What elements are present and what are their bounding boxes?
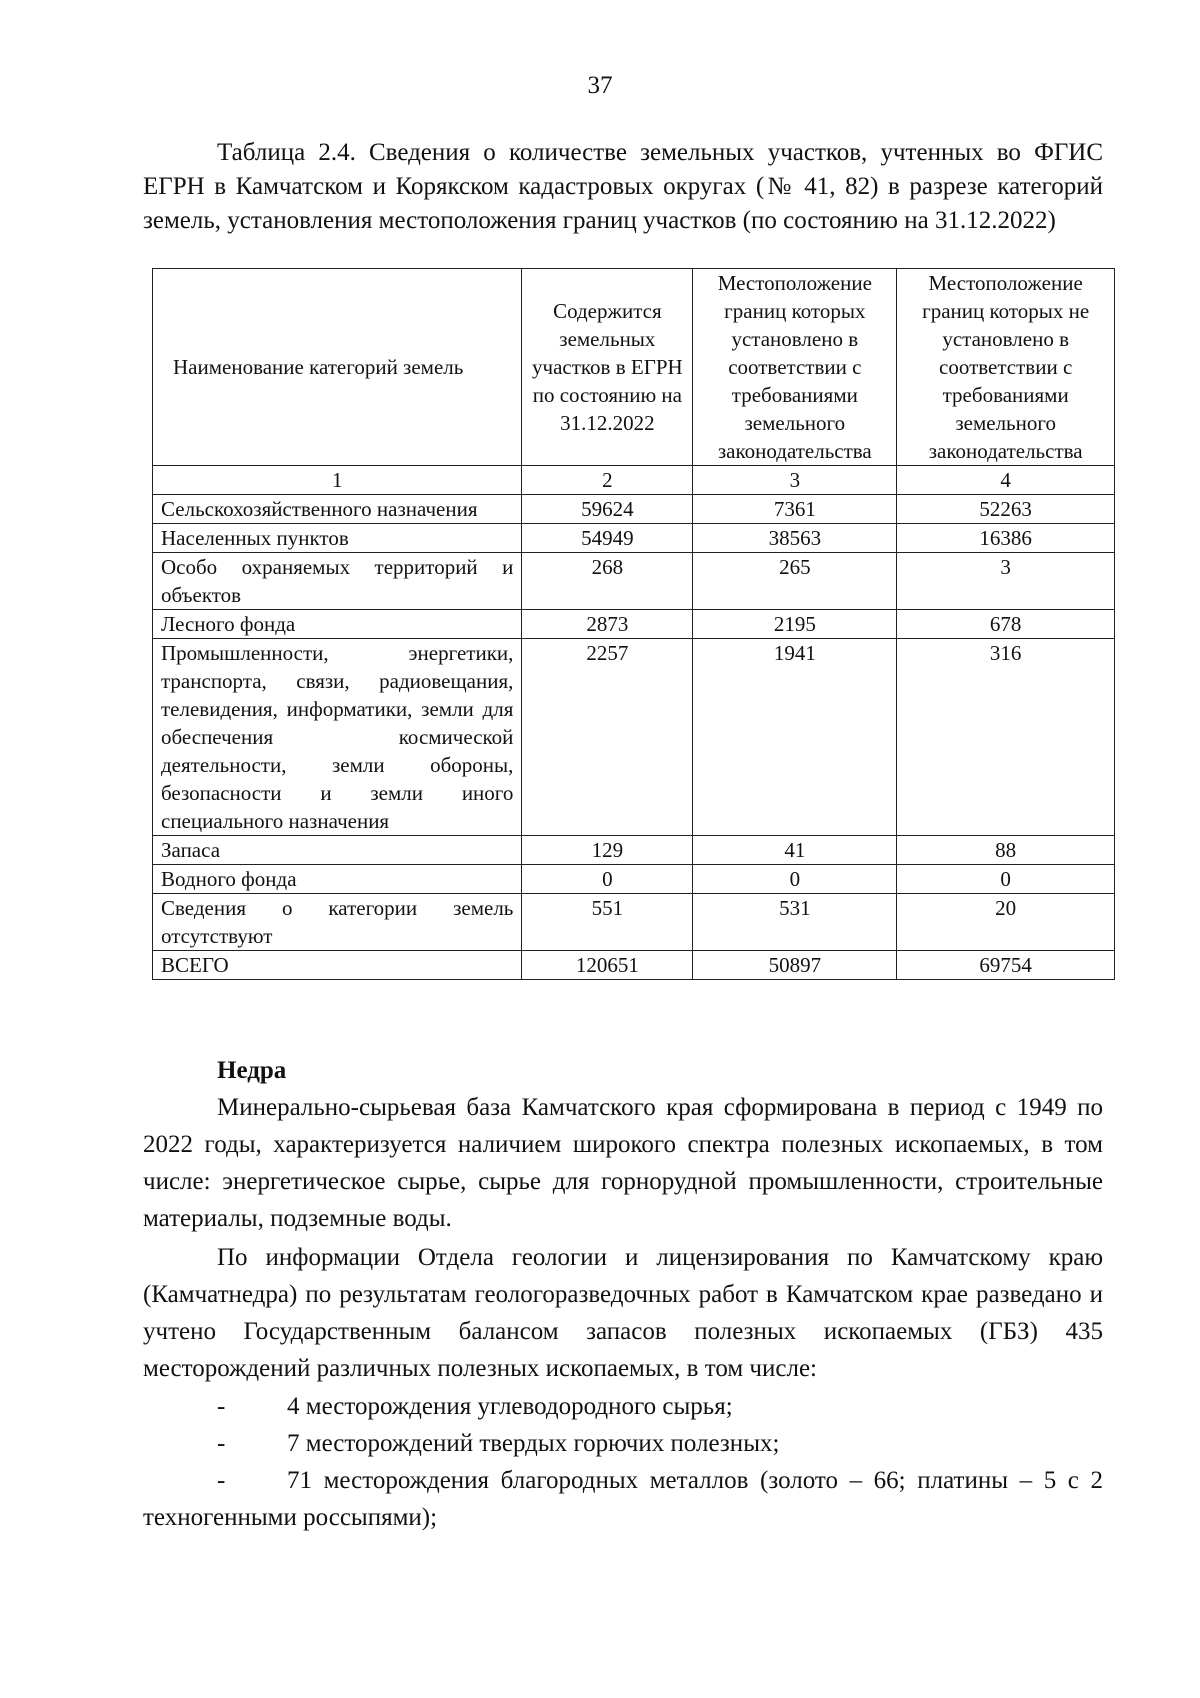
list-marker: - xyxy=(217,1393,226,1420)
table-row xyxy=(153,894,1115,951)
header-boundaries-not-set: Местоположение границ которых не установлено в соответствии с требованиями земельного законодательства xyxy=(897,269,1115,466)
table-row xyxy=(153,495,1115,524)
index-cell: 2 xyxy=(522,466,693,495)
table-total-row xyxy=(153,951,1115,980)
boundaries-set-count: 265 xyxy=(693,553,897,610)
boundaries-set-count: 2195 xyxy=(693,610,897,639)
boundaries-not-set-count: 3 xyxy=(897,553,1115,610)
header-boundaries-set: Местоположение границ которых установлено в соответствии с требованиями земельного законодательства xyxy=(693,269,897,466)
total-count: 2873 xyxy=(522,610,693,639)
boundaries-not-set-count: 316 xyxy=(897,639,1115,836)
page-number: 37 xyxy=(587,72,613,99)
boundaries-not-set-count: 20 xyxy=(897,894,1115,951)
table-row xyxy=(153,610,1115,639)
category-name: ВСЕГО xyxy=(153,951,522,980)
total-count: 0 xyxy=(522,865,693,894)
table-row xyxy=(153,553,1115,610)
total-count: 59624 xyxy=(522,495,693,524)
list-item-text: 7 месторождений твердых горючих полезных; xyxy=(287,1430,780,1457)
list-marker: - xyxy=(217,1467,226,1494)
total-count: 268 xyxy=(522,553,693,610)
list-marker: - xyxy=(217,1430,226,1457)
table-row xyxy=(153,639,1115,836)
total-count: 54949 xyxy=(522,524,693,553)
category-name: Лесного фонда xyxy=(153,610,522,639)
boundaries-set-count: 50897 xyxy=(693,951,897,980)
category-name: Сельскохозяйственного назначения xyxy=(153,495,522,524)
list-item-text: 71 месторождения благородных металлов (золото – 66; платины – 5 с 2 техногенными россыпями); xyxy=(143,1467,1103,1531)
boundaries-not-set-count: 16386 xyxy=(897,524,1115,553)
header-total-count: Содержится земельных участков в ЕГРН по состоянию на 31.12.2022 xyxy=(522,269,693,466)
boundaries-not-set-count: 88 xyxy=(897,836,1115,865)
category-name: Особо охраняемых территорий и объектов xyxy=(153,553,522,610)
total-count: 129 xyxy=(522,836,693,865)
table-caption: Таблица 2.4. Сведения о количестве земельных участков, учтенных во ФГИС ЕГРН в Камчатском и Корякском кадастровых округах (№ 41, 82) в разрезе категорий земель, установления местоположения границ участков (по состоянию на 31.12.2022) xyxy=(143,139,1103,234)
table-header-row xyxy=(153,269,1115,466)
category-name: Сведения о категории земель отсутствуют xyxy=(153,894,522,951)
category-name: Запаса xyxy=(153,836,522,865)
boundaries-set-count: 41 xyxy=(693,836,897,865)
index-cell: 3 xyxy=(693,466,897,495)
boundaries-set-count: 0 xyxy=(693,865,897,894)
total-count: 2257 xyxy=(522,639,693,836)
table-row xyxy=(153,524,1115,553)
index-cell: 4 xyxy=(897,466,1115,495)
section-heading: Недра xyxy=(217,1057,287,1084)
table-index-row xyxy=(153,466,1115,495)
land-category-table xyxy=(152,268,1115,980)
boundaries-set-count: 38563 xyxy=(693,524,897,553)
list-item xyxy=(143,1425,1103,1462)
category-name: Водного фонда xyxy=(153,865,522,894)
index-cell: 1 xyxy=(153,466,522,495)
category-name: Промышленности, энергетики, транспорта, связи, радиовещания, телевидения, информатики, земли для обеспечения космической деятельности, земли обороны, безопасности и земли иного специального назначения xyxy=(153,639,522,836)
list-item xyxy=(143,1462,1103,1536)
list-item xyxy=(143,1388,1103,1425)
list-item-text: 4 месторождения углеводородного сырья; xyxy=(287,1393,733,1420)
boundaries-not-set-count: 69754 xyxy=(897,951,1115,980)
paragraph: По информации Отдела геологии и лицензирования по Камчатскому краю (Камчатнедра) по результатам геологоразведочных работ в Камчатском крае разведано и учтено Государственным балансом запасов полезных ископаемых (ГБЗ) 435 месторождений различных полезных ископаемых, в том числе: xyxy=(143,1244,1103,1382)
deposit-list xyxy=(143,1388,1103,1536)
boundaries-not-set-count: 0 xyxy=(897,865,1115,894)
table-row xyxy=(153,865,1115,894)
total-count: 120651 xyxy=(522,951,693,980)
boundaries-not-set-count: 52263 xyxy=(897,495,1115,524)
paragraph: Минерально-сырьевая база Камчатского края сформирована в период с 1949 по 2022 годы, характеризуется наличием широкого спектра полезных ископаемых, в том числе: энергетическое сырье, сырье для горнорудной промышленности, строительные материалы, подземные воды. xyxy=(143,1094,1103,1232)
total-count: 551 xyxy=(522,894,693,951)
category-name: Населенных пунктов xyxy=(153,524,522,553)
table-row xyxy=(153,836,1115,865)
boundaries-set-count: 1941 xyxy=(693,639,897,836)
boundaries-set-count: 7361 xyxy=(693,495,897,524)
header-category-name: Наименование категорий земель xyxy=(153,269,522,466)
boundaries-not-set-count: 678 xyxy=(897,610,1115,639)
boundaries-set-count: 531 xyxy=(693,894,897,951)
